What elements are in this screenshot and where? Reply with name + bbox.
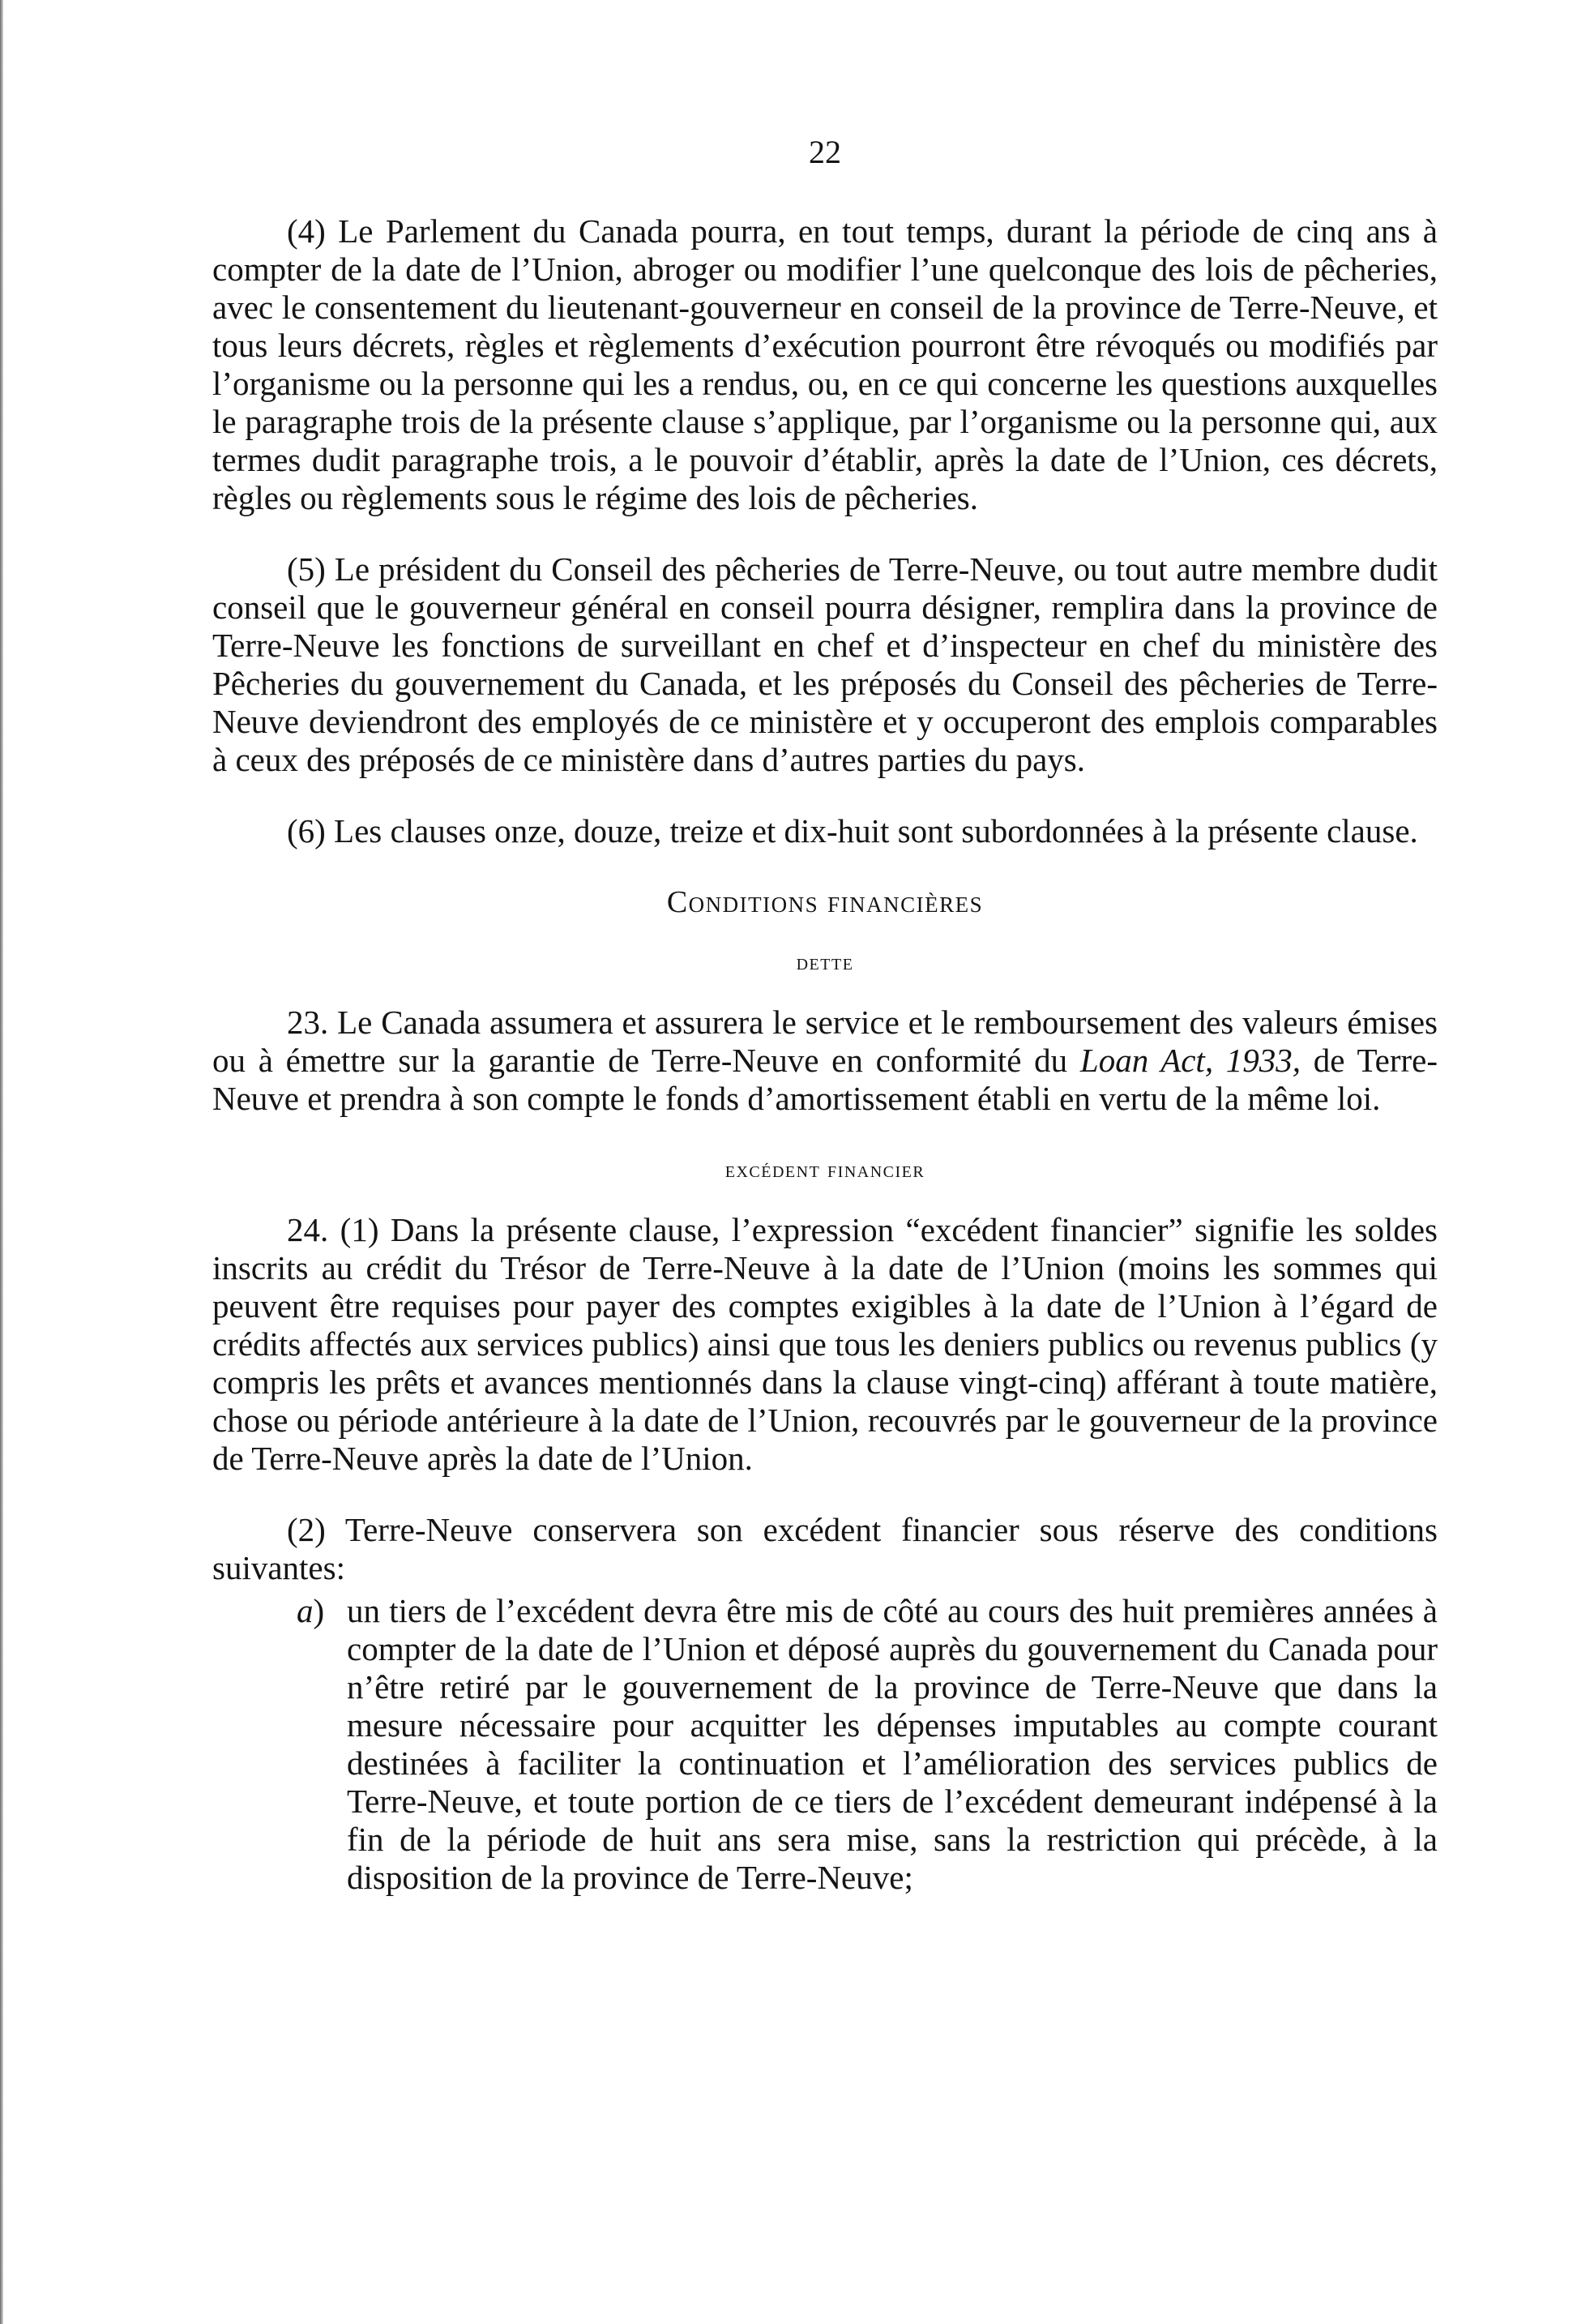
- loan-act-title: Loan Act, 1933,: [1079, 1042, 1301, 1079]
- heading-debt: dette: [796, 949, 854, 975]
- list-item-a-label: a): [297, 1592, 325, 1629]
- heading-financial-surplus: excédent financier: [724, 1157, 925, 1183]
- clause-23-text-before: 23. Le Canada assumera et assurera le service et le remboursement des valeurs émises ou à émettre sur la garantie de Terre-Neuve en conformité du: [212, 1004, 1438, 1079]
- scan-edge-shadow: [0, 0, 3, 2324]
- clause-24-paragraph-1: 24. (1) Dans la présente clause, l’expression “excédent financier” signifie les soldes inscrits au crédit du Trésor de Terre-Neuve à la date de l’Union (moins les sommes qui peuvent être requises pour payer des comptes exigibles à la date de l’Union à l’égard de crédits affectés aux services publics) ainsi que tous les deniers publics ou revenus publics (y compris les prêts et avances mentionnés dans la clause vingt-cinq) afférant à toute matière, chose ou période antérieure à la date de l’Union, recouvrés par le gouverneur de la province de Terre-Neuve après la date de l’Union.: [212, 1211, 1438, 1477]
- document-body: [212, 212, 1438, 1897]
- list-item-a-text: un tiers de l’excédent devra être mis de côté au cours des huit premières années à compter de la date de l’Union et déposé auprès du gouvernement du Canada pour n’être retiré par le gouvernement de la province de Terre-Neuve que dans la mesure nécessaire pour acquitter les dépenses imputables au compte courant destinées à faciliter la continuation et l’amélioration des services publics de Terre-Neuve, et toute portion de ce tiers de l’excédent demeurant indépensé à la fin de la période de huit ans sera mise, sans la restriction qui précède, à la disposition de la province de Terre-Neuve;: [347, 1592, 1438, 1896]
- paragraph-4: (4) Le Parlement du Canada pourra, en tout temps, durant la période de cinq ans à compter de la date de l’Union, abroger ou modifier l’une quelconque des lois de pêcheries, avec le consentement du lieutenant-gouverneur en conseil de la province de Terre-Neuve, et tous leurs décrets, règles et règlements d’exécution pourront être révoqués ou modifiés par l’organisme ou la personne qui les a rendus, ou, en ce qui concerne les questions auxquelles le paragraphe trois de la présente clause s’applique, par l’organisme ou la personne qui, aux termes dudit paragraphe trois, a le pouvoir d’établir, après la date de l’Union, ces décrets, règles ou règlements sous le régime des lois de pêcheries.: [212, 212, 1438, 516]
- clause-23-text-after: de Terre-Neuve et prendra à son compte le fonds d’amortissement établi en vertu de la même loi.: [212, 1042, 1438, 1117]
- heading-financial-conditions: Conditions financières: [666, 885, 984, 919]
- paragraph-5: (5) Le président du Conseil des pêcheries de Terre-Neuve, ou tout autre membre dudit conseil que le gouverneur général en conseil pourra désigner, remplira dans la province de Terre-Neuve les fonctions de surveillant en chef et d’inspecteur en chef du ministère des Pêcheries du gouvernement du Canada, et les préposés du Conseil des pêcheries de Terre-Neuve deviendront des employés de ce ministère et y occuperont des emplois comparables à ceux des préposés de ce ministère dans d’autres parties du pays.: [212, 550, 1438, 778]
- clause-23: [212, 1004, 1438, 1118]
- clause-24-paragraph-2: (2) Terre-Neuve conservera son excédent financier sous réserve des conditions suivantes:: [212, 1511, 1438, 1586]
- page-number: 22: [809, 134, 841, 170]
- paragraph-6: (6) Les clauses onze, douze, treize et dix-huit sont subordonnées à la présente clause.: [287, 812, 1418, 850]
- list-item-a: [212, 1592, 1438, 1897]
